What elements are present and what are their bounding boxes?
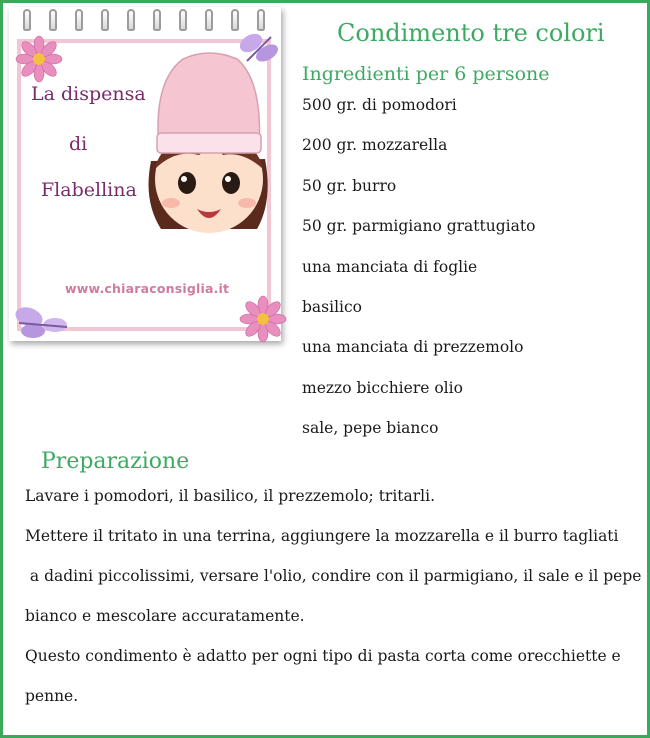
ingredient-item: basilico <box>302 297 363 316</box>
flower-icon <box>15 35 63 83</box>
ingredients-heading: Ingredienti per 6 persone <box>302 63 550 85</box>
brand-line-1: La dispensa <box>31 83 146 105</box>
website-link[interactable]: www.chiaraconsiglia.it <box>65 281 230 296</box>
butterfly-icon <box>11 303 71 343</box>
brand-line-2: di <box>69 133 88 155</box>
brand-line-3: Flabellina <box>41 179 137 201</box>
recipe-title: Condimento tre colori <box>337 19 605 47</box>
preparation-text <box>25 485 645 725</box>
spiral-binding <box>19 9 273 37</box>
preparation-line: Mettere il tritato in una terrina, aggiungere la mozzarella e il burro tagliati <box>25 527 619 545</box>
preparation-line: bianco e mescolare accuratamente. <box>25 607 305 625</box>
ingredient-item: mezzo bicchiere olio <box>302 378 463 397</box>
ingredient-item: una manciata di prezzemolo <box>302 338 524 357</box>
preparation-heading: Preparazione <box>41 449 190 474</box>
notepad-card <box>9 7 281 341</box>
ingredients-list <box>302 95 535 459</box>
ingredient-item: 500 gr. di pomodori <box>302 96 457 114</box>
ingredient-item: 200 gr. mozzarella <box>302 136 448 155</box>
ingredient-item: 50 gr. parmigiano grattugiato <box>302 217 536 236</box>
preparation-line: Questo condimento è adatto per ogni tipo di pasta corta come orecchiette e <box>25 647 621 665</box>
ingredient-item: 50 gr. burro <box>302 176 397 195</box>
preparation-line: a dadini piccolissimi, versare l'olio, condire con il parmigiano, il sale e il pepe <box>25 567 642 585</box>
preparation-line: Lavare i pomodori, il basilico, il prezzemolo; tritarli. <box>25 487 436 505</box>
preparation-line: penne. <box>25 687 79 705</box>
flower-icon <box>239 295 287 343</box>
ingredient-item: sale, pepe bianco <box>302 419 439 438</box>
ingredient-item: una manciata di foglie <box>302 257 478 276</box>
